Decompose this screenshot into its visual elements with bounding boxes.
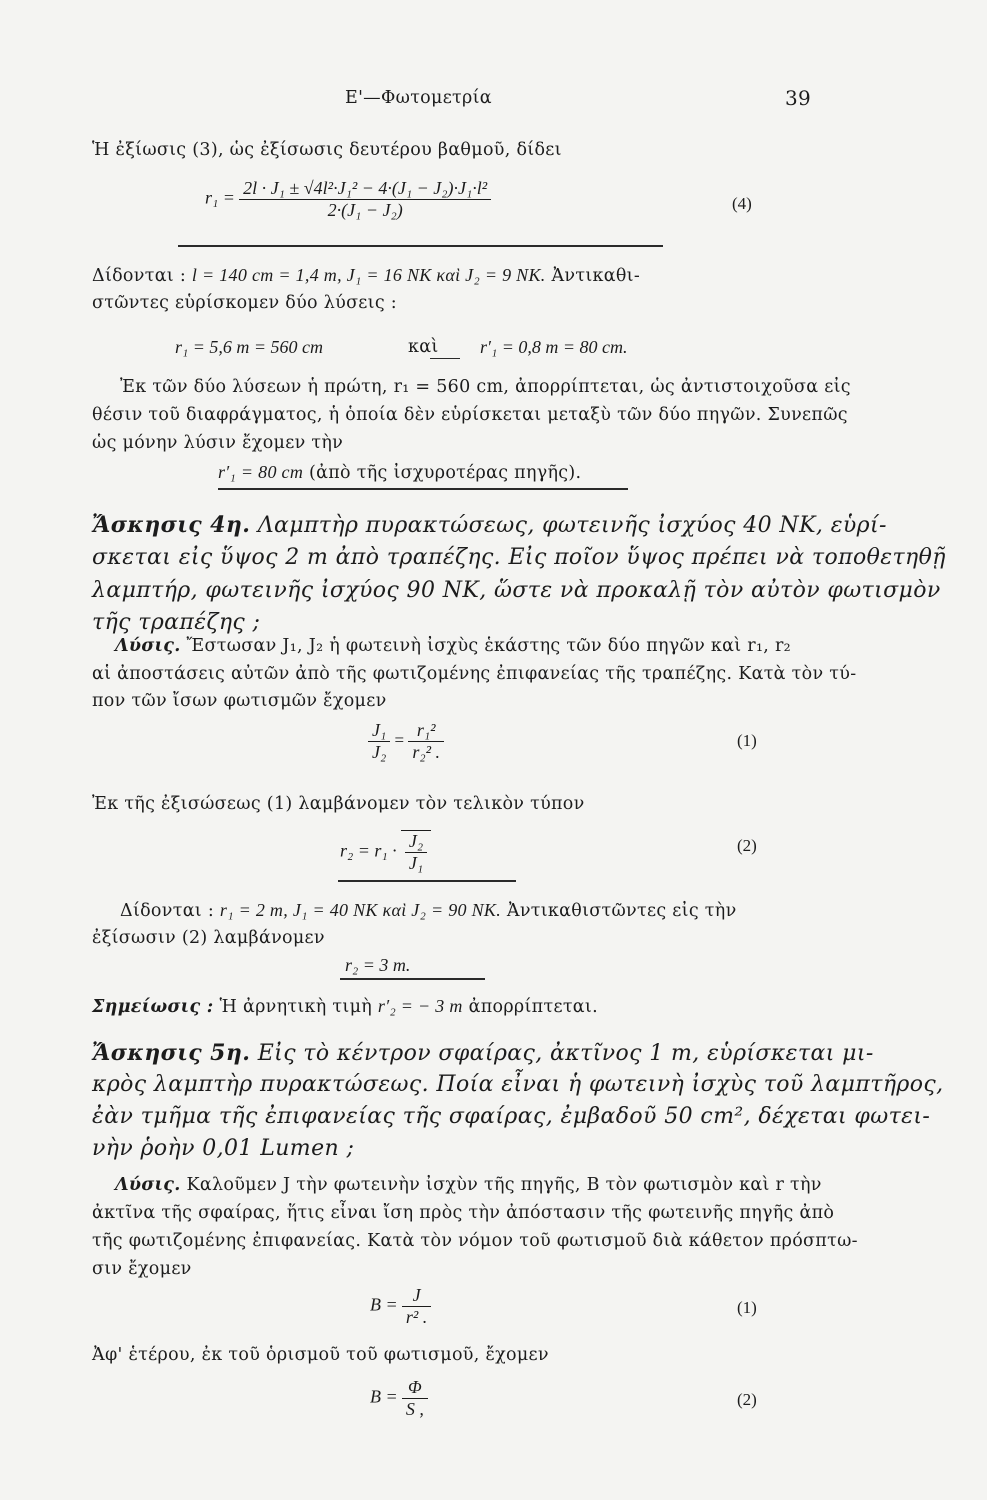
paragraph-line: στῶντες εὑρίσκομεν δύο λύσεις : — [92, 293, 397, 313]
paragraph-line: Ἐκ τῶν δύο λύσεων ἡ πρώτη, r₁ = 560 cm, ἀπορρίπτεται, ὡς ἀντιστοιχοῦσα εἰς — [120, 377, 851, 397]
exercise-5-line: νὴν ῥοὴν 0,01 Lumen ; — [92, 1136, 355, 1161]
divider-rule — [340, 978, 485, 980]
paragraph-line: θέσιν τοῦ διαφράγματος, ἡ ὁποία δὲν εὑρίσκεται μεταξὺ τῶν δύο πηγῶν. Συνεπῶς — [92, 405, 848, 425]
exercise-4-line: σκεται εἰς ὕψος 2 m ἀπὸ τραπέζης. Εἰς ποῖον ὕψος πρέπει νὰ τοποθετηθῇ — [92, 545, 946, 570]
equation-number: (1) — [737, 731, 757, 750]
solution-line: Λύσις. Ἔστωσαν J₁, J₂ ἡ φωτεινὴ ἰσχὺς ἑκάστης τῶν δύο πηγῶν καὶ r₁, r₂ — [115, 636, 791, 656]
paragraph-line: πον τῶν ἴσων φωτισμῶν ἔχομεν — [92, 691, 387, 711]
exercise-4-line: τῆς τραπέζης ; — [92, 610, 261, 635]
equation-number: (4) — [732, 194, 752, 213]
divider-rule — [178, 245, 663, 247]
exercise-4-title: Ἄσκησις 4η. Λαμπτὴρ πυρακτώσεως, φωτεινῆς ἰσχύος 40 NK, εὑρί- — [92, 512, 887, 538]
solution-r1: r₁ = 5,6 m = 560 cm — [175, 337, 324, 357]
exercise-5-title: Ἄσκησις 5η. Εἰς τὸ κέντρον σφαίρας, ἀκτῖνος 1 m, εὑρίσκεται μι- — [92, 1040, 874, 1066]
given-line-1: Δίδονται : l = 140 cm = 1,4 m, J₁ = 16 NK καὶ J₂ = 9 NK. Ἀντικαθι- — [92, 265, 641, 286]
solution-line: Λύσις. Καλοῦμεν J τὴν φωτεινὴν ἰσχὺν τῆς πηγῆς, B τὸν φωτισμὸν καὶ r τὴν — [115, 1175, 822, 1195]
result-line: r′₁ = 80 cm (ἀπὸ τῆς ἰσχυροτέρας πηγῆς). — [218, 462, 582, 483]
divider-rule — [218, 488, 628, 490]
given-line-2: Δίδονται : r₁ = 2 m, J₁ = 40 NK καὶ J₂ = 90 NK. Ἀντικαθιστῶντες εἰς τὴν — [120, 900, 737, 921]
exercise-4-line: λαμπτήρ, φωτεινῆς ἰσχύος 90 NK, ὥστε νὰ προκαλῇ τὸν αὐτὸν φωτισμὸν — [92, 578, 941, 603]
result-r2: r₂ = 3 m. — [345, 955, 411, 975]
solution-r1-prime: r′₁ = 0,8 m = 80 cm. — [480, 337, 628, 357]
note-line: Σημείωσις : Ἡ ἀρνητικὴ τιμὴ r′₂ = − 3 m ἀπορρίπτεται. — [92, 996, 598, 1017]
paragraph-line: Ἡ ἐξίωσις (3), ὡς ἐξίσωσις δευτέρου βαθμοῦ, δίδει — [92, 140, 562, 160]
running-head: Ε'—Φωτομετρία — [345, 88, 492, 108]
paragraph-line: ὡς μόνην λύσιν ἔχομεν τὴν — [92, 433, 344, 453]
paragraph-line: Ἐκ τῆς ἐξισώσεως (1) λαμβάνομεν τὸν τελικὸν τύπον — [92, 794, 585, 814]
paragraph-line: σιν ἔχομεν — [92, 1259, 192, 1279]
paragraph-line: αἱ ἀποστάσεις αὐτῶν ἀπὸ τῆς φωτιζομένης ἐπιφανείας τῆς τραπέζης. Κατὰ τὸν τύ- — [92, 664, 857, 684]
paragraph-line: ἀκτῖνα τῆς σφαίρας, ἥτις εἶναι ἴση πρὸς τὴν ἀπόστασιν τῆς φωτεινῆς πηγῆς ἀπὸ — [92, 1203, 835, 1223]
page-number: 39 — [785, 86, 812, 110]
equation-number: (2) — [737, 836, 757, 855]
equation-number: (1) — [737, 1298, 757, 1317]
underline-mark — [430, 358, 460, 359]
divider-rule — [338, 880, 516, 882]
equation-2b: B = $\frac{\Phi}{S ,}$ — [370, 1377, 428, 1420]
paragraph-line: ἐξίσωσιν (2) λαμβάνομεν — [92, 928, 325, 948]
paragraph-line: Ἀφ' ἑτέρου, ἐκ τοῦ ὁρισμοῦ τοῦ φωτισμοῦ, ἔχομεν — [92, 1345, 549, 1365]
equation-2: r₂ = r₁ · $\frac{\text{J₂}}{\text{J₁}}$ — [340, 830, 431, 874]
exercise-5-line: κρὸς λαμπτὴρ πυρακτώσεως. Ποία εἶναι ἡ φωτεινὴ ἰσχὺς τοῦ λαμπτῆρος, — [92, 1072, 944, 1097]
conjunction: καὶ — [408, 337, 439, 357]
exercise-5-line: ἐὰν τμῆμα τῆς ἐπιφανείας τῆς σφαίρας, ἐμβαδοῦ 50 cm², δέχεται φωτει- — [92, 1104, 931, 1129]
equation-number: (2) — [737, 1390, 757, 1409]
equation-1b: B = $\frac{J}{\text{r² .}}$ — [370, 1285, 431, 1328]
equation-1: $\frac{\text{J₁}}{\text{J₂}}$ = $\frac{\text{r₁²}}{\text{r₂² .}}$ — [368, 720, 444, 763]
equation-4: r₁ = $\frac{\text{2l · J₁ ± √4l²·J₁² − 4·(J₁ − J₂)·J₁·l²}}{\text{2·(J₁ − J₂)}}$ — [205, 178, 491, 221]
paragraph-line: τῆς φωτιζομένης ἐπιφανείας. Κατὰ τὸν νόμον τοῦ φωτισμοῦ διὰ κάθετον πρόσπτω- — [92, 1231, 858, 1251]
